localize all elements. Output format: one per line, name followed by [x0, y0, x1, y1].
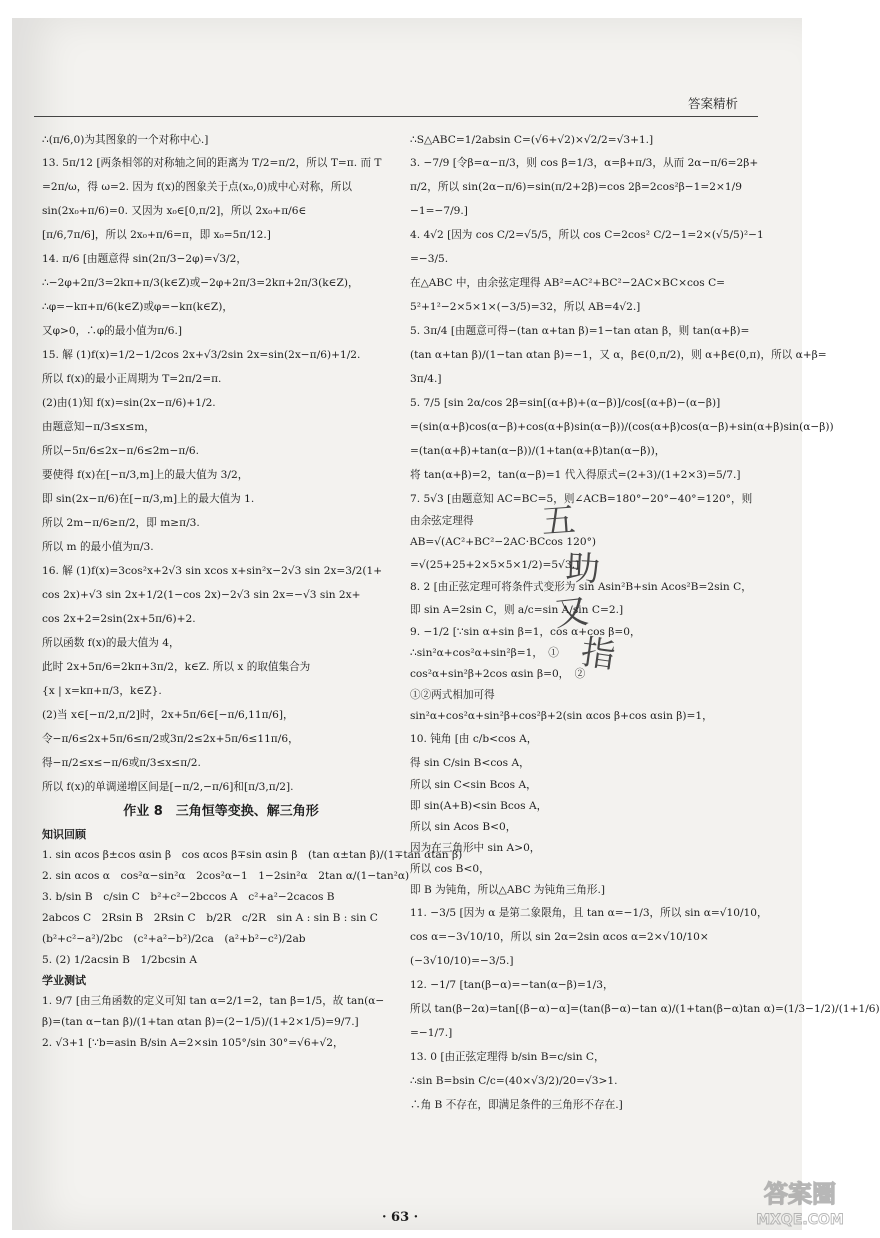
answer-line: 9. −1/2 [∵sin α+sin β=1，cos α+cos β=0， — [410, 626, 641, 638]
answer-line: =−3/5. — [410, 253, 449, 265]
answer-line: 得 sin C/sin B<cos A， — [410, 757, 530, 769]
knowledge-line: 5. (2) 1/2acsin B 1/2bcsin A — [42, 954, 197, 966]
answer-line: (−3√10/10)=−3/5.] — [410, 955, 514, 967]
answer-line: 所以 m 的最小值为π/3. — [42, 541, 154, 553]
answer-line: ∴φ=−kπ+π/6(k∈Z)或φ=−kπ(k∈Z)， — [42, 301, 233, 313]
knowledge-heading: 知识回顾 — [42, 828, 86, 841]
answer-line: 所以 tan(β−2α)=tan[(β−α)−α]=(tan(β−α)−tan α)/(1+tan(β−α)tan α)=(1/3−1/2)/(1+1/6) — [410, 1003, 880, 1015]
answer-line: 因为在三角形中 sin A>0， — [410, 842, 541, 854]
practice-line: 1. 9/7 [由三角函数的定义可知 tan α=2/1=2，tan β=1/5，故 tan(α− — [42, 995, 385, 1007]
answer-line: 所以 f(x)的单调递增区间是[−π/2,−π/6]和[π/3,π/2]. — [42, 781, 294, 793]
answer-line: ∴sin²α+cos²α+sin²β=1， ① — [410, 647, 559, 659]
answer-line: 4. 4√2 [因为 cos C/2=√5/5，所以 cos C=2cos² C/2−1=2×(√5/5)²−1 — [410, 229, 764, 241]
answer-line: ∴−2φ+2π/3=2kπ+π/3(k∈Z)或−2φ+2π/3=2kπ+2π/3(k∈Z)， — [42, 277, 359, 289]
answer-line: ∴角 B 不存在，即满足条件的三角形不存在.] — [410, 1099, 623, 1111]
answer-line: 3. −7/9 [令β=α−π/3，则 cos β=1/3，α=β+π/3，从而 2α−π/6=2β+ — [410, 157, 759, 169]
answer-line: 所以 2m−π/6≥π/2，即 m≥π/3. — [42, 517, 200, 529]
answer-line: =(tan(α+β)+tan(α−β))/(1+tan(α+β)tan(α−β))， — [410, 445, 666, 457]
answer-line: 由余弦定理得 — [410, 515, 474, 527]
answer-line: 5. 7/5 [sin 2α/cos 2β=sin[(α+β)+(α−β)]/cos[(α+β)−(α−β)] — [410, 397, 721, 409]
answer-line: ①②两式相加可得 — [410, 689, 495, 701]
answer-line: (tan α+tan β)/(1−tan αtan β)=−1，又 α，β∈(0,π/2)，则 α+β∈(0,π)，所以 α+β= — [410, 349, 827, 361]
answer-line: [π/6,7π/6]，所以 2x₀+π/6=π，即 x₀=5π/12.] — [42, 229, 271, 241]
answer-line: 由题意知−π/3≤x≤m， — [42, 421, 155, 433]
answer-line: 所以 sin Acos B<0， — [410, 821, 517, 833]
knowledge-line: 2abcos C 2Rsin B 2Rsin C b/2R c/2R sin A : sin B : sin C — [42, 912, 378, 924]
knowledge-line: 1. sin αcos β±cos αsin β cos αcos β∓sin αsin β (tan α±tan β)/(1∓tan αtan β) — [42, 849, 463, 861]
knowledge-line: 3. b/sin B c/sin C b²+c²−2bccos A c²+a²−2cacos B — [42, 891, 335, 903]
answer-line: sin²α+cos²α+sin²β+cos²β+2(sin αcos β+cos αsin β)=1， — [410, 710, 713, 722]
answer-line: cos α=−3√10/10，所以 sin 2α=2sin αcos α=2×√10/10× — [410, 931, 709, 943]
answer-line: sin(2x₀+π/6)=0. 又因为 x₀∈[0,π/2]，所以 2x₀+π/6∈ — [42, 205, 307, 217]
answer-line: (2)当 x∈[−π/2,π/2]时，2x+5π/6∈[−π/6,11π/6]， — [42, 709, 294, 721]
answer-line: 11. −3/5 [因为 α 是第二象限角，且 tan α=−1/3，所以 sin α=√10/10， — [410, 907, 768, 919]
page-header: 答案精析 — [687, 96, 738, 111]
handwritten-char: 五 — [540, 500, 577, 543]
answer-line: 7. 5√3 [由题意知 AC=BC=5，则∠ACB=180°−20°−40°=120°，则 — [410, 493, 753, 505]
answer-line: 所以 f(x)的最小正周期为 T=2π/2=π. — [42, 373, 222, 385]
answer-line: (2)由(1)知 f(x)=sin(2x−π/6)+1/2. — [42, 397, 216, 409]
answer-line: π/2，所以 sin(2α−π/6)=sin(π/2+2β)=cos 2β=2cos²β−1=2×1/9 — [410, 181, 742, 193]
answer-line: 5²+1²−2×5×1×(−3/5)=32，所以 AB=4√2.] — [410, 301, 641, 313]
answer-line: 8. 2 [由正弦定理可将条件式变形为 sin Asin²B+sin Acos²B=2sin C， — [410, 581, 752, 593]
answer-line: cos²α+sin²β+2cos αsin β=0， ② — [410, 668, 586, 680]
handwritten-note — [532, 498, 682, 678]
handwritten-char: 指 — [578, 632, 618, 677]
answer-line: ∴sin B=bsin C/c=(40×√3/2)/20=√3>1. — [410, 1075, 618, 1087]
answer-line: 所以 sin C<sin Bcos A， — [410, 779, 537, 791]
answer-line: =2π/ω，得 ω=2. 因为 f(x)的图象关于点(x₀,0)成中心对称，所以 — [42, 181, 352, 193]
watermark-logo — [730, 1172, 870, 1232]
answer-line: 所以函数 f(x)的最大值为 4， — [42, 637, 180, 649]
answer-line: 此时 2x+5π/6=2kπ+3π/2，k∈Z. 所以 x 的取值集合为 — [42, 661, 311, 673]
answer-line: 要使得 f(x)在[−π/3,m]上的最大值为 3/2， — [42, 469, 249, 481]
answer-line: 令−π/6≤2x+5π/6≤π/2或3π/2≤2x+5π/6≤11π/6， — [42, 733, 299, 745]
section-title: 作业 8 三角恒等变换、解三角形 — [123, 804, 319, 819]
answer-line: AB=√(AC²+BC²−2AC·BCcos 120°) — [410, 536, 597, 548]
answer-line: 即 B 为钝角，所以△ABC 为钝角三角形.] — [410, 884, 605, 896]
knowledge-line: 2. sin αcos α cos²α−sin²α 2cos²α−1 1−2sin²α 2tan α/(1−tan²α) — [42, 870, 410, 882]
svg-text:答案圈: 答案圈 — [764, 1180, 836, 1208]
answer-line: 5. 3π/4 [由题意可得−(tan α+tan β)=1−tan αtan β，则 tan(α+β)= — [410, 325, 750, 337]
answer-line: 即 sin A=2sin C，则 a/c=sin A/sin C=2.] — [410, 604, 624, 616]
answer-line: 在△ABC 中，由余弦定理得 AB²=AC²+BC²−2AC×BC×cos C= — [410, 277, 726, 289]
answer-line: {x | x=kπ+π/3，k∈Z}. — [42, 685, 162, 697]
answer-line: ∴S△ABC=1/2absin C=(√6+√2)×√2/2=√3+1.] — [410, 134, 654, 146]
practice-line: 2. √3+1 [∵b=asin B/sin A=2×sin 105°/sin 30°=√6+√2， — [42, 1037, 344, 1049]
answer-line: 15. 解 (1)f(x)=1/2−1/2cos 2x+√3/2sin 2x=sin(2x−π/6)+1/2. — [42, 349, 361, 361]
answer-line: 即 sin(A+B)<sin Bcos A， — [410, 800, 548, 812]
answer-line: 10. 钝角 [由 c/b<cos A， — [410, 733, 538, 745]
workbook-page — [12, 18, 880, 1230]
answer-line: 13. 5π/12 [两条相邻的对称轴之间的距离为 T/2=π/2，所以 T=π. 而 T — [42, 157, 382, 169]
answer-line: 16. 解 (1)f(x)=3cos²x+2√3 sin xcos x+sin²x−2√3 sin 2x=3/2(1+ — [42, 565, 383, 577]
answer-line: 将 tan(α+β)=2，tan(α−β)=1 代入得原式=(2+3)/(1+2×3)=5/7.] — [410, 469, 741, 481]
answer-line: 14. π/6 [由题意得 sin(2π/3−2φ)=√3/2， — [42, 253, 247, 265]
answer-line: 3π/4.] — [410, 373, 442, 385]
answer-line: ∴(π/6,0)为其图象的一个对称中心.] — [42, 134, 209, 146]
answer-line: 所以−5π/6≤2x−π/6≤2m−π/6. — [42, 445, 199, 457]
answer-line: =(sin(α+β)cos(α−β)+cos(α+β)sin(α−β))/(cos(α+β)cos(α−β)+sin(α+β)sin(α−β)) — [410, 421, 834, 433]
practice-line: β)=(tan α−tan β)/(1+tan αtan β)=(2−1/5)/(1+2×1/5)=9/7.] — [42, 1016, 359, 1028]
answer-line: 又φ>0，∴φ的最小值为π/6.] — [42, 325, 182, 337]
handwritten-char: 助 — [564, 548, 601, 590]
answer-line: 13. 0 [由正弦定理得 b/sin B=c/sin C， — [410, 1051, 605, 1063]
page-number: · 63 · — [382, 1210, 419, 1225]
header-rule — [34, 116, 758, 117]
handwritten-char: 又 — [552, 591, 591, 635]
knowledge-line: (b²+c²−a²)/2bc (c²+a²−b²)/2ca (a²+b²−c²)/2ab — [42, 933, 306, 945]
practice-heading: 学业测试 — [42, 974, 86, 987]
answer-line: =√(25+25+2×5×5×1/2)=5√3.] — [410, 559, 580, 571]
answer-line: 即 sin(2x−π/6)在[−π/3,m]上的最大值为 1. — [42, 493, 255, 505]
answer-line: 所以 cos B<0， — [410, 863, 490, 875]
answer-line: cos 2x+2=2sin(2x+5π/6)+2. — [42, 613, 196, 625]
answer-line: =−1/7.] — [410, 1027, 453, 1039]
svg-text:MXQE.COM: MXQE.COM — [756, 1212, 844, 1228]
answer-line: 得−π/2≤x≤−π/6或π/3≤x≤π/2. — [42, 757, 201, 769]
answer-line: cos 2x)+√3 sin 2x+1/2(1−cos 2x)−2√3 sin 2x=−√3 sin 2x+ — [42, 589, 361, 601]
answer-line: −1=−7/9.] — [410, 205, 468, 217]
answer-line: 12. −1/7 [tan(β−α)=−tan(α−β)=1/3， — [410, 979, 614, 991]
